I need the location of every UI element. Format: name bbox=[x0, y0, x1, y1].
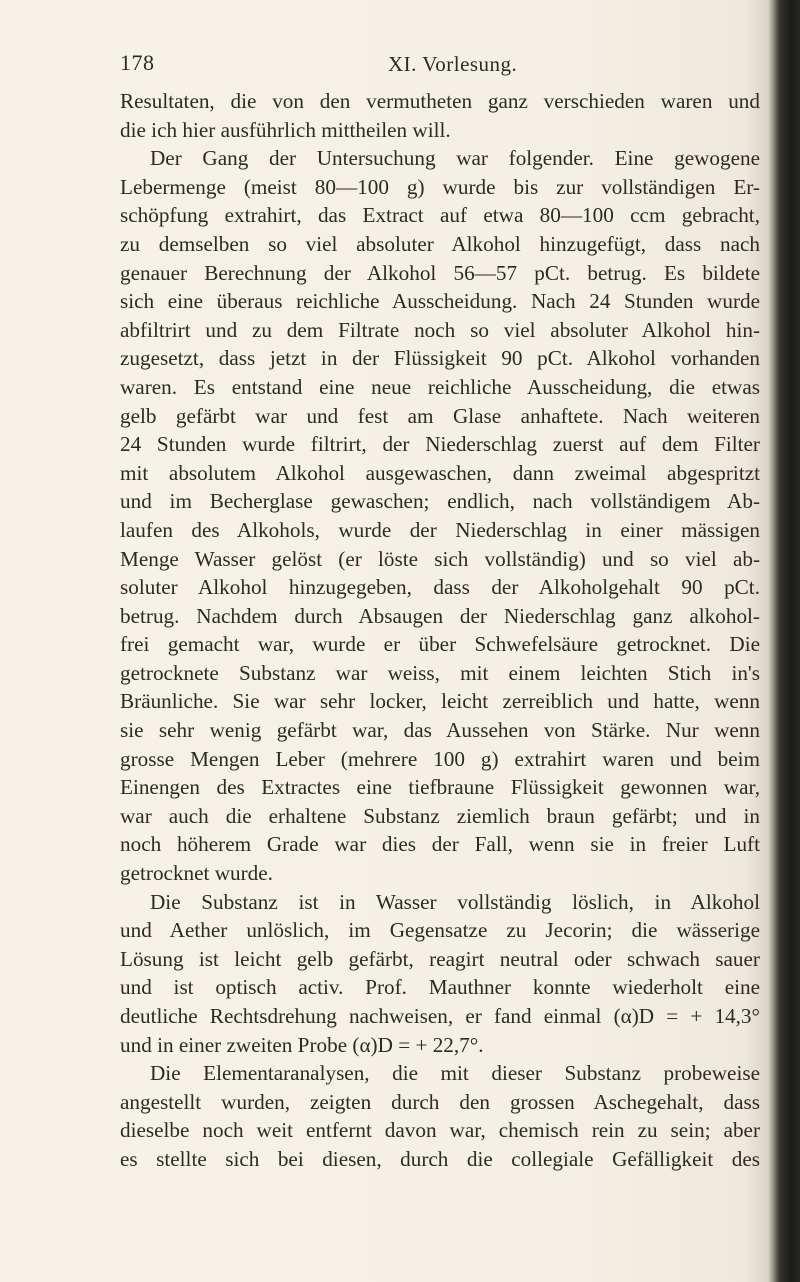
text-line: und im Becherglase gewaschen; endlich, nach vollständigem Ab- bbox=[120, 489, 760, 514]
text-line: die ich hier ausführlich mittheilen will. bbox=[120, 117, 451, 142]
text-line: laufen des Alkohols, wurde der Niederschlag in einer mässigen bbox=[120, 517, 760, 542]
text-line: und Aether unlöslich, im Gegensatze zu Jecorin; die wässerige bbox=[120, 918, 760, 943]
running-head: XI. Vorlesung. bbox=[388, 52, 518, 76]
text-line: dieselbe noch weit entfernt davon war, chemisch rein zu sein; aber bbox=[120, 1118, 760, 1143]
text-line: Bräunliche. Sie war sehr locker, leicht zerreiblich und hatte, wenn bbox=[120, 689, 760, 714]
text-line: getrocknet wurde. bbox=[120, 861, 273, 886]
text-line: abfiltrirt und zu dem Filtrate noch so viel absoluter Alkohol hin- bbox=[120, 317, 760, 342]
text-line: schöpfung extrahirt, das Extract auf etwa 80—100 ccm gebracht, bbox=[120, 203, 760, 228]
text-line: 24 Stunden wurde filtrirt, der Niederschlag zuerst auf dem Filter bbox=[120, 432, 760, 457]
text-line: noch höherem Grade war dies der Fall, wenn sie in freier Luft bbox=[120, 832, 760, 857]
page-header bbox=[120, 50, 760, 82]
text-line: Die Substanz ist in Wasser vollständig löslich, in Alkohol bbox=[150, 889, 760, 914]
text-line: Die Elementaranalysen, die mit dieser Substanz probeweise bbox=[150, 1061, 760, 1086]
text-line: zu demselben so viel absoluter Alkohol hinzugefügt, dass nach bbox=[120, 231, 760, 256]
text-line: deutliche Rechtsdrehung nachweisen, er fand einmal (α)D = + 14,3° bbox=[120, 1004, 760, 1028]
text-line: mit absolutem Alkohol ausgewaschen, dann zweimal abgespritzt bbox=[120, 460, 760, 485]
text-line: sich eine überaus reichliche Ausscheidung. Nach 24 Stunden wurde bbox=[120, 289, 760, 314]
binding-edge bbox=[774, 0, 800, 1282]
text-line: grosse Mengen Leber (mehrere 100 g) extrahirt waren und beim bbox=[120, 746, 760, 771]
text-line: soluter Alkohol hinzugegeben, dass der Alkoholgehalt 90 pCt. bbox=[120, 575, 760, 600]
text-line: Resultaten, die von den vermutheten ganz verschieden waren und bbox=[120, 89, 760, 113]
text-line: genauer Berechnung der Alkohol 56—57 pCt. betrug. Es bildete bbox=[120, 260, 760, 285]
text-line: waren. Es entstand eine neue reichliche Ausscheidung, die etwas bbox=[120, 374, 760, 399]
text-line: Lösung ist leicht gelb gefärbt, reagirt neutral oder schwach sauer bbox=[120, 946, 760, 971]
text-line: Einengen des Extractes eine tiefbraune Flüssigkeit gewonnen war, bbox=[120, 775, 760, 800]
text-line: zugesetzt, dass jetzt in der Flüssigkeit 90 pCt. Alkohol vorhanden bbox=[120, 346, 760, 371]
page-number: 178 bbox=[120, 50, 155, 75]
text-line: und in einer zweiten Probe (α)D = + 22,7°. bbox=[120, 1032, 484, 1057]
text-line: frei gemacht war, wurde er über Schwefelsäure getrocknet. Die bbox=[120, 632, 760, 657]
text-line: war auch die erhaltene Substanz ziemlich braun gefärbt; und in bbox=[120, 803, 760, 828]
text-line: betrug. Nachdem durch Absaugen der Niederschlag ganz alkohol- bbox=[120, 603, 760, 628]
text-line: Lebermenge (meist 80—100 g) wurde bis zur vollständigen Er- bbox=[120, 174, 760, 199]
text-line: Menge Wasser gelöst (er löste sich vollständig) und so viel ab- bbox=[120, 546, 760, 571]
text-line: gelb gefärbt war und fest am Glase anhaftete. Nach weiteren bbox=[120, 403, 760, 428]
text-line: und ist optisch activ. Prof. Mauthner konnte wiederholt eine bbox=[120, 975, 760, 1000]
body-text bbox=[120, 87, 760, 1174]
text-line: getrocknete Substanz war weiss, mit einem leichten Stich in's bbox=[120, 660, 760, 685]
text-line: sie sehr wenig gefärbt war, das Aussehen von Stärke. Nur wenn bbox=[120, 718, 760, 743]
text-line: es stellte sich bei diesen, durch die collegiale Gefälligkeit des bbox=[120, 1146, 760, 1171]
text-line: Der Gang der Untersuchung war folgender. Eine gewogene bbox=[150, 146, 760, 171]
text-line: angestellt wurden, zeigten durch den grossen Aschegehalt, dass bbox=[120, 1089, 760, 1114]
